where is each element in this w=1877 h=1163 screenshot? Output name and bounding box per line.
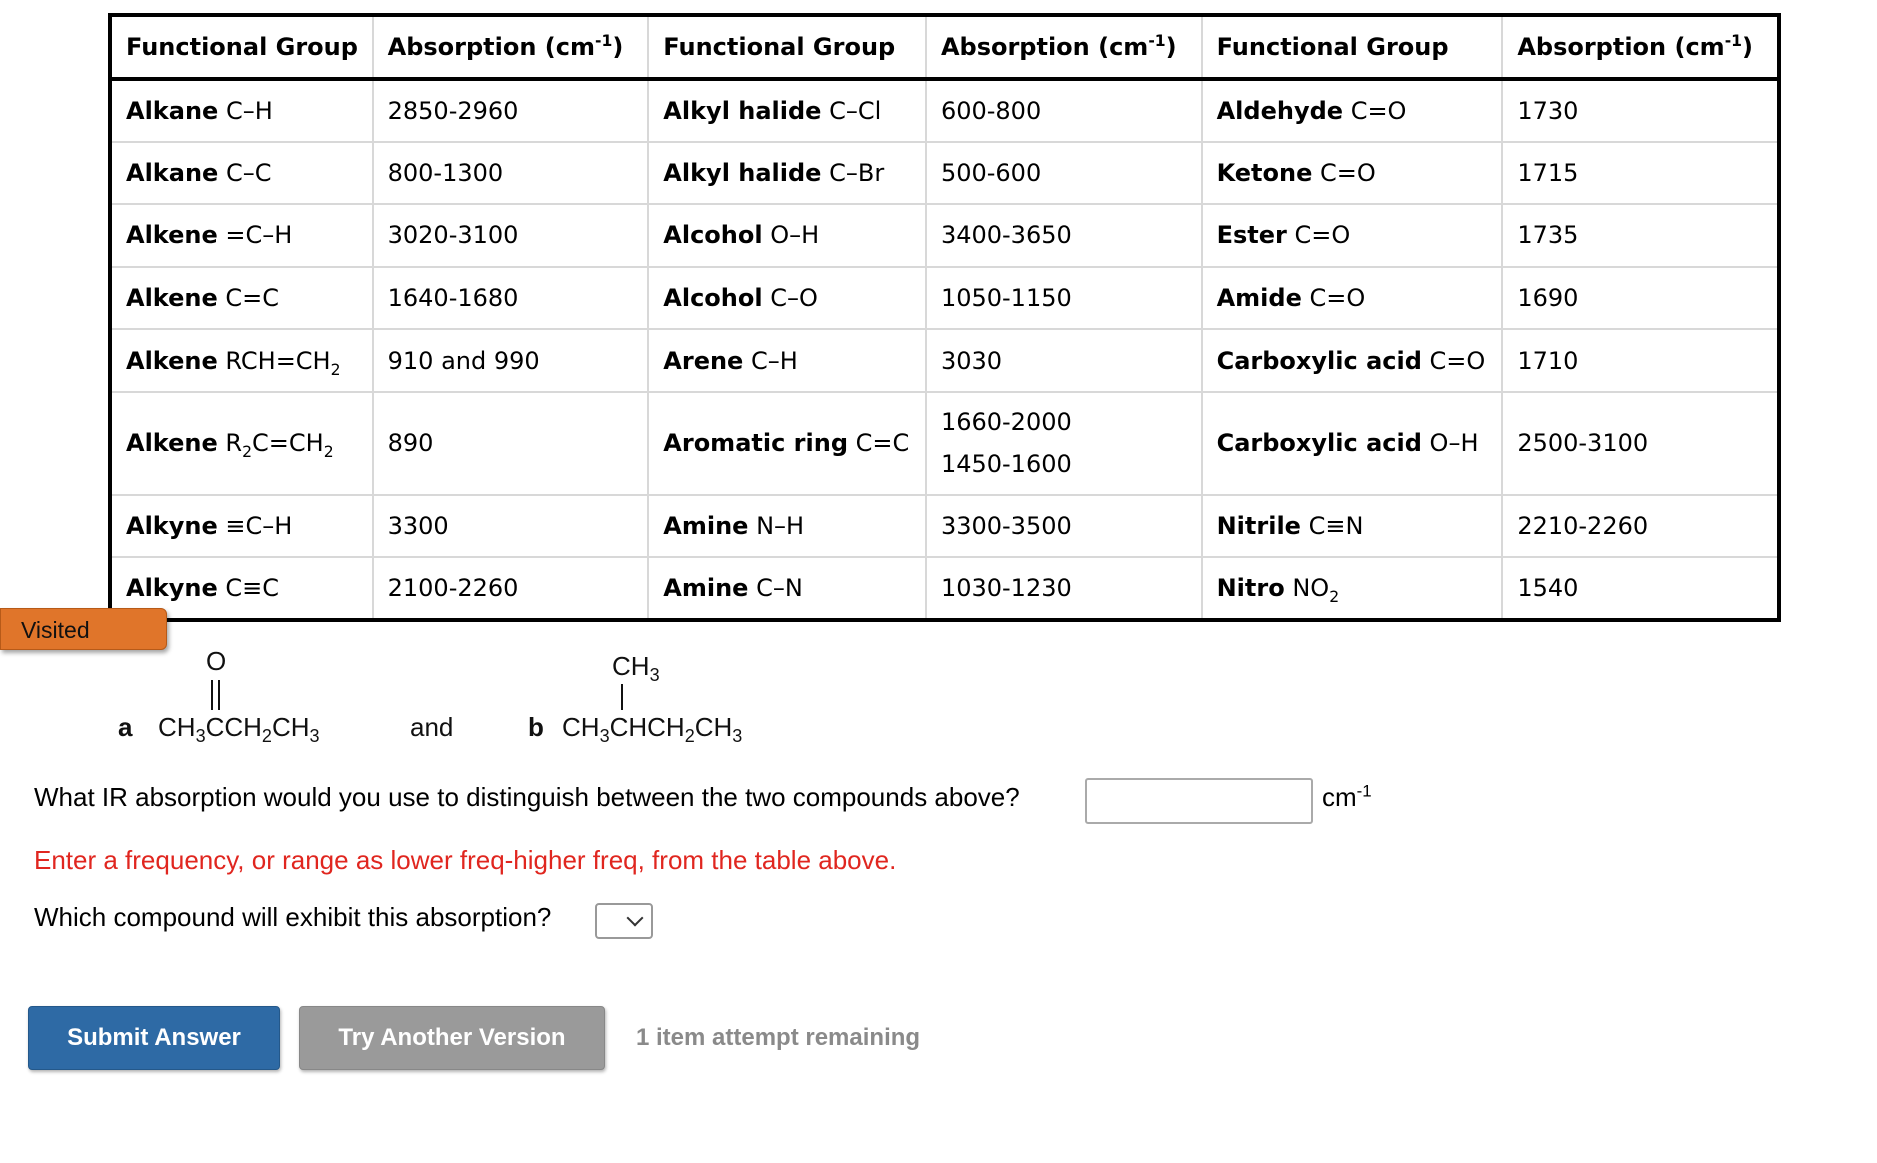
table-header-row bbox=[110, 15, 1779, 79]
table-row bbox=[110, 329, 1779, 392]
absorption-cell: 2210-2260 bbox=[1502, 495, 1779, 558]
chevron-down-icon bbox=[627, 910, 644, 927]
compound-select[interactable] bbox=[595, 903, 653, 939]
table-row bbox=[110, 392, 1779, 495]
absorption-cell: 3030 bbox=[926, 329, 1202, 392]
absorption-cell: 1690 bbox=[1502, 267, 1779, 330]
functional-group-cell: Ketone C=O bbox=[1202, 142, 1503, 205]
header-functional-group-1: Functional Group bbox=[110, 15, 373, 79]
functional-group-cell: Arene C–H bbox=[648, 329, 926, 392]
compound-b-methyl: $CH_3$ bbox=[612, 651, 660, 686]
table-row bbox=[110, 204, 1779, 267]
question-text: What IR absorption would you use to distinguish between the two compounds above? bbox=[34, 782, 1020, 812]
attempts-remaining: 1 item attempt remaining bbox=[636, 1024, 921, 1051]
absorption-cell: 500-600 bbox=[926, 142, 1202, 205]
absorption-cell: 1030-1230 bbox=[926, 557, 1202, 620]
functional-group-cell: Aldehyde C=O bbox=[1202, 79, 1503, 142]
functional-group-cell: Alkyne ≡C–H bbox=[110, 495, 373, 558]
table-row bbox=[110, 142, 1779, 205]
unit-label: $cm^{-1}$ bbox=[1322, 781, 1372, 812]
functional-group-cell: Alkyl halide C–Cl bbox=[648, 79, 926, 142]
hint-text: Enter a frequency, or range as lower freq-higher freq, from the table above. bbox=[34, 845, 897, 875]
functional-group-cell: Alkene =C–H bbox=[110, 204, 373, 267]
frequency-input[interactable] bbox=[1085, 778, 1313, 824]
submit-answer-button[interactable]: Submit Answer bbox=[28, 1006, 280, 1070]
table-row bbox=[110, 267, 1779, 330]
table-row bbox=[110, 79, 1779, 142]
absorption-cell: 890 bbox=[373, 392, 649, 495]
absorption-cell: 1735 bbox=[1502, 204, 1779, 267]
functional-group-cell: Alkyne C≡C bbox=[110, 557, 373, 620]
absorption-cell: 1050-1150 bbox=[926, 267, 1202, 330]
absorption-cell: 2100-2260 bbox=[373, 557, 649, 620]
functional-group-cell: Alcohol O–H bbox=[648, 204, 926, 267]
functional-group-cell: Alkene $RCH=CH_2$ bbox=[110, 329, 373, 392]
absorption-cell: 800-1300 bbox=[373, 142, 649, 205]
table-row bbox=[110, 495, 1779, 558]
compound-a-oxygen: O bbox=[206, 646, 227, 676]
try-another-version-button[interactable]: Try Another Version bbox=[299, 1006, 605, 1070]
header-absorption-1: Absorption $(cm^{-1})$ bbox=[373, 15, 649, 79]
absorption-cell: 1540 bbox=[1502, 557, 1779, 620]
carbonyl-bond-line-2 bbox=[218, 680, 220, 710]
functional-group-cell: Alkane C–C bbox=[110, 142, 373, 205]
functional-group-cell: Ester C=O bbox=[1202, 204, 1503, 267]
absorption-cell: 2850-2960 bbox=[373, 79, 649, 142]
functional-group-cell: Amine N–H bbox=[648, 495, 926, 558]
visited-badge: Visited bbox=[0, 608, 167, 650]
absorption-cell: 1715 bbox=[1502, 142, 1779, 205]
absorption-cell: 3400-3650 bbox=[926, 204, 1202, 267]
compound-b-label: b bbox=[528, 712, 544, 742]
absorption-cell: 3300-3500 bbox=[926, 495, 1202, 558]
functional-group-cell: Amine C–N bbox=[648, 557, 926, 620]
carbonyl-bond-line-1 bbox=[211, 680, 213, 710]
functional-group-cell: Alcohol C–O bbox=[648, 267, 926, 330]
absorption-cell: 600-800 bbox=[926, 79, 1202, 142]
functional-group-cell: Alkene $R_2C=CH_2$ bbox=[110, 392, 373, 495]
functional-group-cell: Nitrile C≡N bbox=[1202, 495, 1503, 558]
absorption-cell: 3300 bbox=[373, 495, 649, 558]
header-functional-group-2: Functional Group bbox=[648, 15, 926, 79]
functional-group-cell: Aromatic ring C=C bbox=[648, 392, 926, 495]
functional-group-cell: Alkene C=C bbox=[110, 267, 373, 330]
functional-group-cell: Carboxylic acid O–H bbox=[1202, 392, 1503, 495]
which-compound-text: Which compound will exhibit this absorption? bbox=[34, 902, 552, 932]
absorption-cell: 910 and 990 bbox=[373, 329, 649, 392]
header-functional-group-3: Functional Group bbox=[1202, 15, 1503, 79]
functional-group-cell: Amide C=O bbox=[1202, 267, 1503, 330]
compound-a-label: a bbox=[118, 712, 133, 742]
absorption-cell: 1730 bbox=[1502, 79, 1779, 142]
functional-group-cell: Nitro $NO_2$ bbox=[1202, 557, 1503, 620]
ir-absorption-table bbox=[108, 13, 1781, 622]
header-absorption-3: Absorption $(cm^{-1})$ bbox=[1502, 15, 1779, 79]
functional-group-cell: Alkyl halide C–Br bbox=[648, 142, 926, 205]
absorption-cell: 3020-3100 bbox=[373, 204, 649, 267]
functional-group-cell: Carboxylic acid C=O bbox=[1202, 329, 1503, 392]
absorption-cell: 1710 bbox=[1502, 329, 1779, 392]
compound-b-formula: $CH_3CHCH_2CH_3$ bbox=[562, 712, 743, 747]
absorption-cell: 2500-3100 bbox=[1502, 392, 1779, 495]
and-text: and bbox=[410, 712, 454, 742]
header-absorption-2: Absorption $(cm^{-1})$ bbox=[926, 15, 1202, 79]
functional-group-cell: Alkane C–H bbox=[110, 79, 373, 142]
methyl-bond-line bbox=[621, 684, 623, 710]
absorption-cell: 1660-2000 1450-1600 bbox=[926, 392, 1202, 495]
compound-a-formula: $CH_3CCH_2CH_3$ bbox=[158, 712, 320, 747]
absorption-cell: 1640-1680 bbox=[373, 267, 649, 330]
table-row bbox=[110, 557, 1779, 620]
